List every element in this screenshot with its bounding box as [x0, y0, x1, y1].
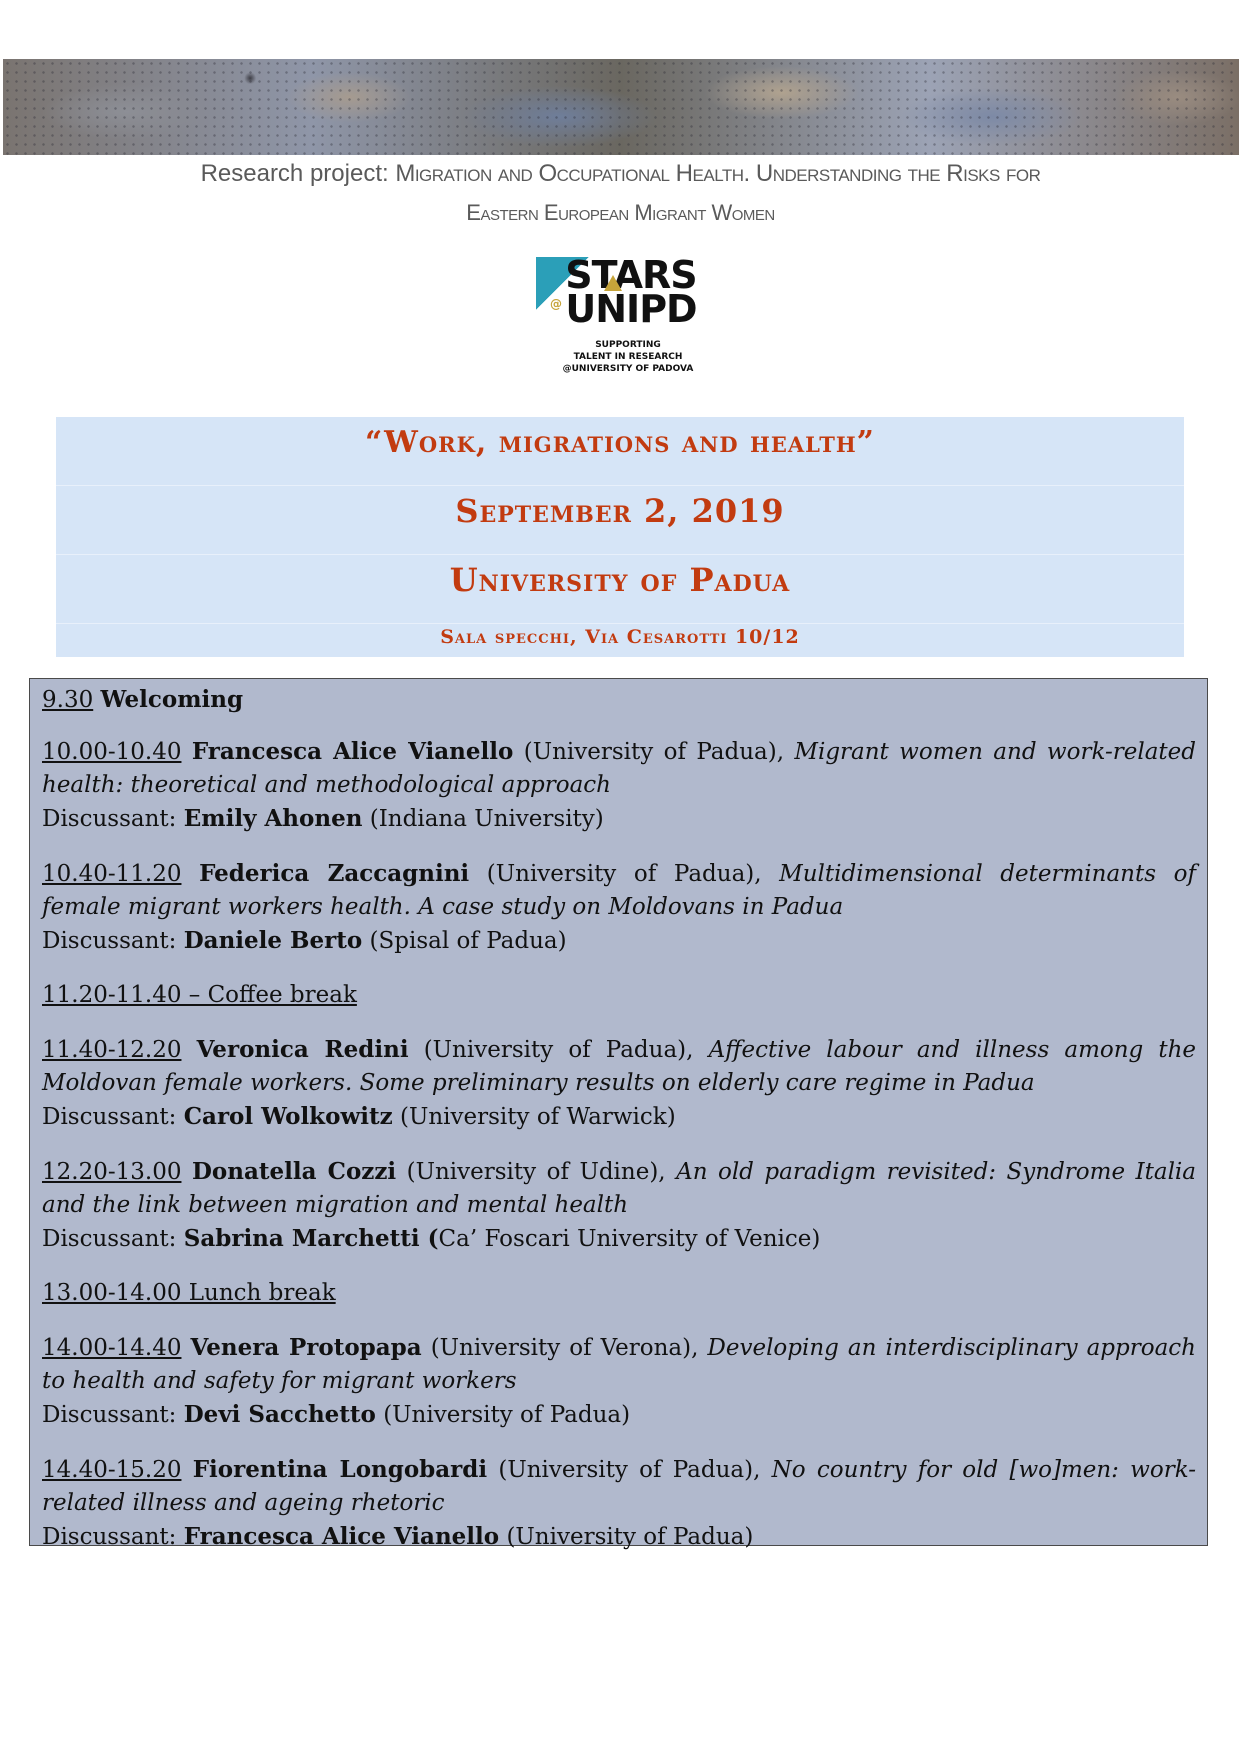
- stone-mosaic-banner: [3, 59, 1239, 155]
- event-title-box: [56, 417, 1184, 657]
- program-item: 14.40-15.20 Fiorentina Longobardi (University of Padua), No country for old [wo]men: work-related illness and ageing rhetoric Discussant: Francesca Alice Vianello (University of Padua): [42, 1456, 1197, 1550]
- logo-stars-text: STARS: [565, 253, 697, 297]
- program-item: 14.00-14.40 Venera Protopapa (University of Verona), Developing an interdisciplinary approach to health and safety for migrant workers Discussant: Devi Sacchetto (University of Padua): [42, 1334, 1196, 1428]
- project-heading-line-2: [0, 200, 1241, 226]
- event-venue: University of Padua: [449, 561, 791, 599]
- logo-tagline: SUPPORTING TALENT IN RESEARCH @UNIVERSITY OF PADOVA: [562, 340, 694, 374]
- divider: [56, 485, 1184, 486]
- program-item: 9.30 Welcoming: [42, 686, 244, 713]
- program-item: 11.20-11.40 – Coffee break: [42, 982, 357, 1008]
- logo-at-sign: @: [550, 297, 562, 311]
- event-title: “Work, migrations and health”: [365, 425, 875, 460]
- program-item: 10.00-10.40 Francesca Alice Vianello (University of Padua), Migrant women and work-related health: theoretical and methodological approach Discussant: Emily Ahonen (Indiana University): [42, 738, 1197, 832]
- program-item: 11.40-12.20 Veronica Redini (University of Padua), Affective labour and illness among the Moldovan female workers. Some preliminary results on elderly care regime in Padua Discussant: Carol Wolkowitz (University of Warwick): [42, 1036, 1197, 1130]
- program-item: 12.20-13.00 Donatella Cozzi (University of Udine), An old paradigm revisited: Syndrome Italia and the link between migration and mental health Discussant: Sabrina Marchetti (Ca’ Foscari University of Venice): [42, 1158, 1196, 1252]
- logo-unipd-text: UNIPD: [565, 287, 697, 331]
- program-item: 10.40-11.20 Federica Zaccagnini (University of Padua), Multidimensional determinants of female migrant workers health. A case study on Moldovans in Padua Discussant: Daniele Berto (Spisal of Padua): [42, 860, 1196, 954]
- project-heading-line-1: [0, 160, 1241, 188]
- project-title-line-1: Migration and Occupational Health. Understanding the Risks for: [395, 160, 1041, 187]
- divider: [56, 623, 1184, 624]
- event-room: Sala specchi, Via Cesarotti 10/12: [440, 626, 800, 648]
- program-item: 13.00-14.00 Lunch break: [42, 1280, 336, 1306]
- divider: [56, 554, 1184, 555]
- event-date: September 2, 2019: [455, 492, 785, 530]
- project-title-line-2: Eastern European Migrant Women: [466, 200, 775, 225]
- program-box: [29, 678, 1208, 1550]
- stars-unipd-logo: [536, 253, 708, 379]
- project-label: Research project:: [200, 160, 389, 187]
